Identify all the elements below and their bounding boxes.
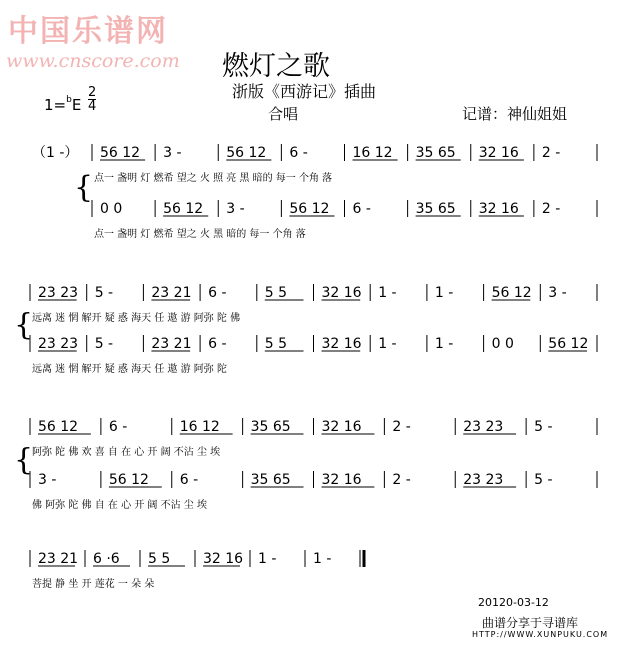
lyric-line: 佛 阿弥 陀 佛 自 在 心 开 阔 不沾 尘 埃 [32, 500, 207, 511]
key-prefix: 1= [44, 96, 67, 114]
measure: 32 16 [321, 419, 362, 435]
measure: 1 - [258, 551, 277, 567]
measure: 6 - [208, 336, 227, 352]
measure: 23 23 [38, 285, 79, 301]
lyric-line: 远离 迷 惘 解开 疑 惑 海天 任 遨 游 阿弥 陀 [32, 364, 227, 375]
measure: 1 - [313, 551, 332, 567]
measure: 56 12 [108, 472, 149, 488]
measure: 5 - [534, 472, 553, 488]
measure: 56 12 [289, 201, 330, 217]
measure: 32 16 [478, 145, 519, 161]
measure: 5 5 [264, 285, 288, 301]
measure: 3 - [163, 145, 182, 161]
share-credit: 曲谱分享于寻谱库 [482, 616, 579, 630]
watermark-site-url: www.cnscore.com [6, 50, 180, 72]
measure: 23 21 [151, 285, 192, 301]
measure: 35 65 [250, 472, 291, 488]
measure: 56 12 [163, 201, 204, 217]
measure: 5 - [534, 419, 553, 435]
measure: 1 - [378, 336, 397, 352]
measure: 5 - [94, 336, 114, 352]
measure: 16 12 [179, 419, 220, 435]
measure: 23 23 [38, 336, 79, 352]
measure: 3 - [226, 201, 245, 217]
measure: 23 23 [463, 419, 504, 435]
measure: 6 ·6 [93, 551, 120, 567]
measure: 2 - [541, 201, 561, 217]
measure: 3 - [38, 472, 57, 488]
measure: 0 0 [491, 336, 514, 352]
measure: 6 - [289, 145, 308, 161]
measure: 56 12 [548, 336, 589, 352]
measure: 6 - [179, 472, 199, 488]
measure: 23 21 [151, 336, 192, 352]
key-letter: E [71, 96, 82, 114]
lyric-line: 阿弥 陀 佛 欢 喜 自 在 心 开 阔 不沾 尘 埃 [32, 447, 221, 458]
measure: 6 - [108, 419, 128, 435]
measure: 23 21 [38, 551, 79, 567]
measure: 0 0 [100, 201, 123, 217]
measure: 5 5 [148, 551, 171, 567]
lyric-line: 点一 盏明 灯 燃希 望之 火 照 亮 黑 暗的 每一 个角 落 [94, 173, 333, 184]
measure: 32 16 [321, 285, 362, 301]
measure: 5 5 [264, 336, 288, 352]
lyric-line: 菩提 静 坐 开 莲花 一 朵 朵 [32, 579, 155, 590]
measure: 23 23 [463, 472, 504, 488]
measure: 32 16 [321, 336, 362, 352]
share-url: HTTP://WWW.XUNPUKU.COM [472, 630, 609, 639]
measure: 56 12 [491, 285, 532, 301]
staff-brace: { [74, 170, 94, 205]
staff-brace: { [14, 307, 34, 343]
measure: 1 - [378, 285, 397, 301]
meter-bottom: 4 [88, 99, 97, 114]
watermark-site-name: 中国乐谱网 [8, 14, 168, 49]
measure: 35 65 [415, 201, 456, 217]
score-date: 20120-03-12 [478, 596, 549, 609]
measure: 2 - [541, 145, 561, 161]
intro-rest: （1 -） [32, 145, 79, 161]
staff-brace: { [14, 442, 34, 478]
meter-top: 2 [88, 85, 97, 100]
transcriber-credit: 记谱：神仙姐姐 [462, 105, 568, 123]
measure: 56 12 [100, 145, 141, 161]
measure: 35 65 [250, 419, 291, 435]
measure: 6 - [208, 285, 227, 301]
measure: 3 - [548, 285, 567, 301]
measure: 2 - [392, 419, 411, 435]
measure: 5 - [94, 285, 114, 301]
lyric-line: 远离 迷 惘 解开 疑 惑 海天 任 遨 游 阿弥 陀 佛 [32, 313, 241, 324]
lyric-line: 点一 盏明 灯 燃希 望之 火 黑 暗的 每一 个角 落 [94, 229, 306, 240]
key-flat: b [66, 95, 72, 105]
measure: 16 12 [352, 145, 393, 161]
performance-type: 合唱 [268, 105, 299, 123]
measure: 2 - [392, 472, 411, 488]
measure: 1 - [434, 336, 454, 352]
measure: 32 16 [478, 201, 519, 217]
measure: 6 - [352, 201, 371, 217]
song-subtitle: 浙版《西游记》插曲 [232, 82, 377, 101]
song-title: 燃灯之歌 [222, 51, 330, 82]
measure: 32 16 [203, 551, 244, 567]
measure: 32 16 [321, 472, 362, 488]
measure: 35 65 [415, 145, 456, 161]
measure: 56 12 [226, 145, 267, 161]
measure: 56 12 [38, 419, 79, 435]
measure: 1 - [434, 285, 454, 301]
